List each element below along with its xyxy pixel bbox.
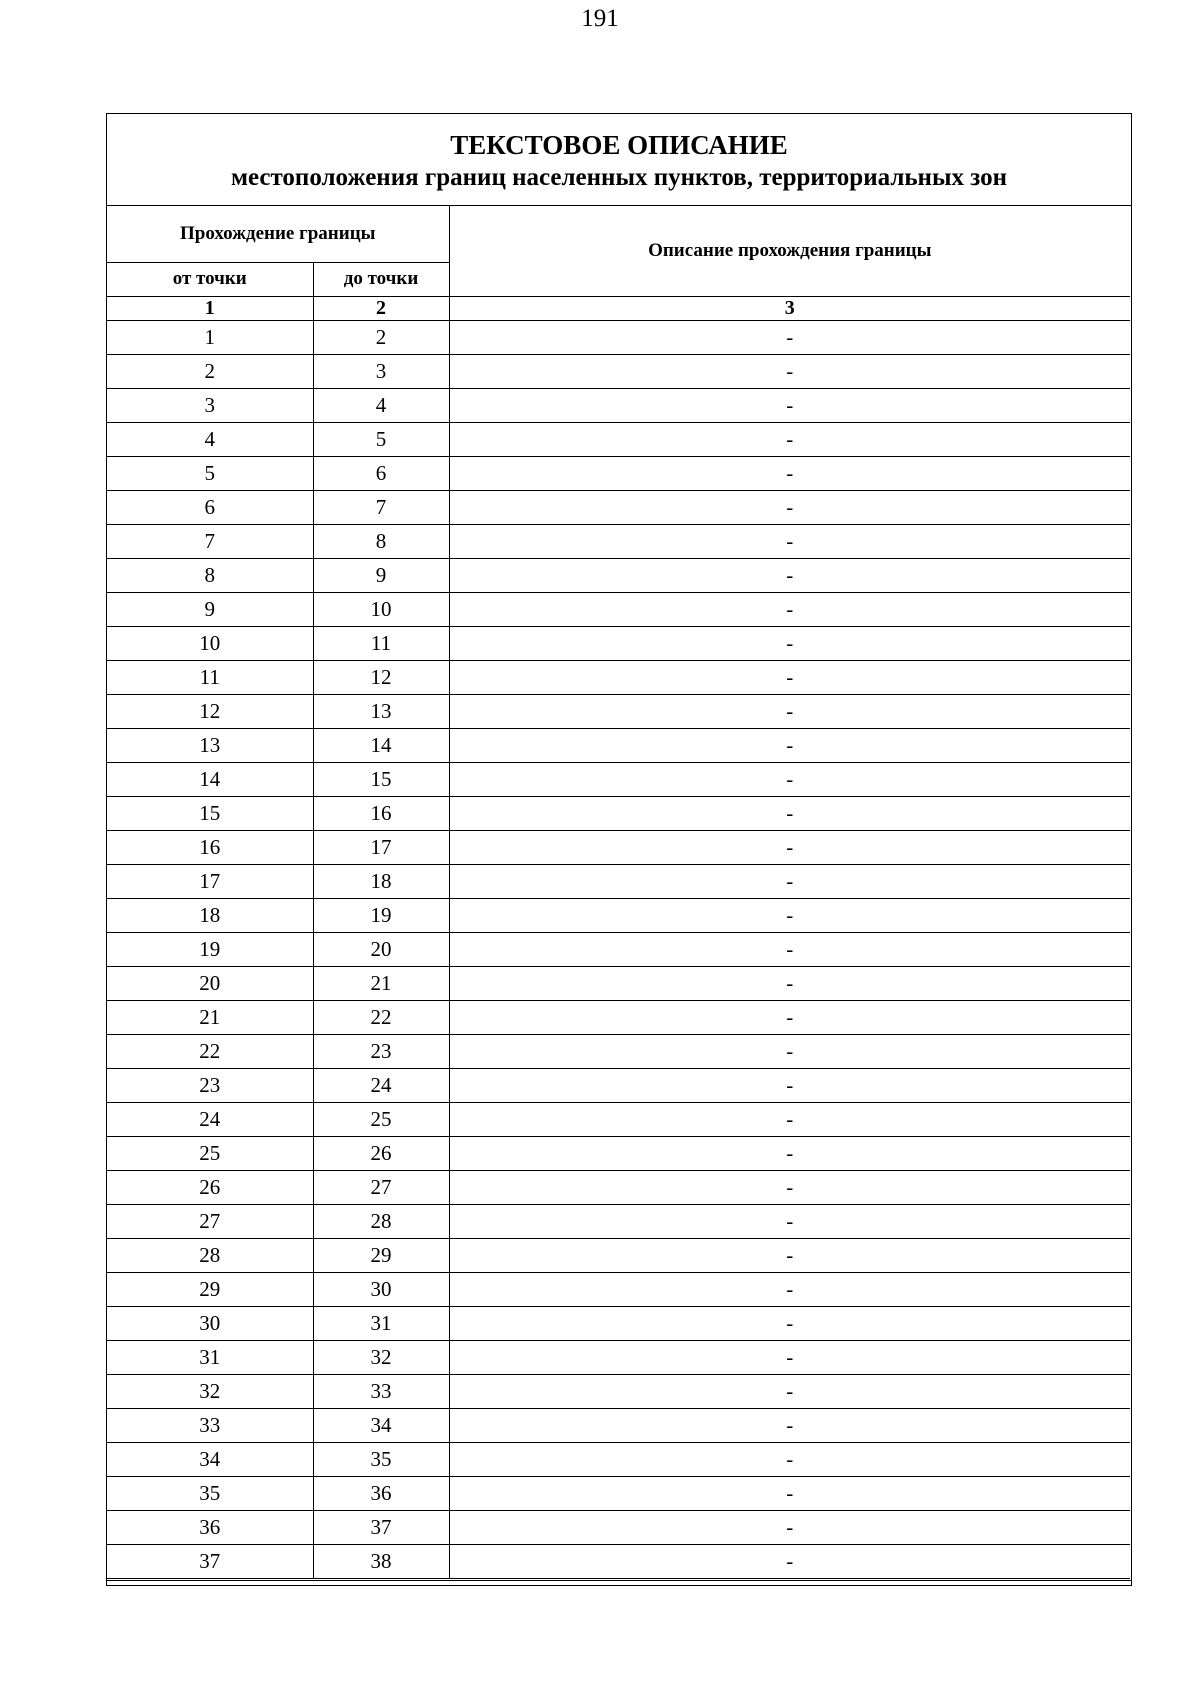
- table-row: [107, 1306, 1130, 1340]
- table-row: [107, 320, 1130, 354]
- description-cell: -: [449, 1102, 1130, 1136]
- from-point-cell: 28: [107, 1238, 313, 1272]
- to-point-header: до точки: [313, 262, 449, 296]
- to-point-cell: 26: [313, 1136, 449, 1170]
- description-cell: -: [449, 1238, 1130, 1272]
- table-row: [107, 932, 1130, 966]
- description-cell: -: [449, 1136, 1130, 1170]
- to-point-cell: 18: [313, 864, 449, 898]
- description-cell: -: [449, 626, 1130, 660]
- to-point-cell: 28: [313, 1204, 449, 1238]
- from-point-cell: 34: [107, 1442, 313, 1476]
- description-cell: -: [449, 320, 1130, 354]
- from-point-cell: 32: [107, 1374, 313, 1408]
- from-point-cell: 10: [107, 626, 313, 660]
- description-cell: -: [449, 1510, 1130, 1544]
- to-point-cell: 19: [313, 898, 449, 932]
- to-point-cell: 23: [313, 1034, 449, 1068]
- document-frame: [106, 113, 1132, 1586]
- from-point-cell: 3: [107, 388, 313, 422]
- from-point-cell: 30: [107, 1306, 313, 1340]
- table-row: [107, 1102, 1130, 1136]
- description-cell: -: [449, 728, 1130, 762]
- from-point-cell: 15: [107, 796, 313, 830]
- table-row: [107, 1204, 1130, 1238]
- to-point-cell: 29: [313, 1238, 449, 1272]
- from-point-cell: 27: [107, 1204, 313, 1238]
- description-cell: -: [449, 1306, 1130, 1340]
- description-cell: -: [449, 1000, 1130, 1034]
- to-point-cell: 30: [313, 1272, 449, 1306]
- table-row: [107, 898, 1130, 932]
- from-point-cell: 18: [107, 898, 313, 932]
- description-cell: -: [449, 796, 1130, 830]
- to-point-cell: 8: [313, 524, 449, 558]
- from-point-cell: 23: [107, 1068, 313, 1102]
- table-row: [107, 660, 1130, 694]
- from-point-cell: 37: [107, 1544, 313, 1578]
- to-point-cell: 9: [313, 558, 449, 592]
- table-row: [107, 1408, 1130, 1442]
- table-row: [107, 864, 1130, 898]
- to-point-cell: 3: [313, 354, 449, 388]
- to-point-cell: 22: [313, 1000, 449, 1034]
- table-body: [107, 320, 1130, 1578]
- description-cell: -: [449, 354, 1130, 388]
- to-point-cell: 20: [313, 932, 449, 966]
- description-cell: -: [449, 1374, 1130, 1408]
- to-point-cell: 12: [313, 660, 449, 694]
- to-point-cell: 17: [313, 830, 449, 864]
- table-row: [107, 762, 1130, 796]
- to-point-cell: 37: [313, 1510, 449, 1544]
- to-point-cell: 13: [313, 694, 449, 728]
- from-point-cell: 35: [107, 1476, 313, 1510]
- from-point-cell: 26: [107, 1170, 313, 1204]
- from-point-cell: 4: [107, 422, 313, 456]
- to-point-cell: 16: [313, 796, 449, 830]
- table-row: [107, 1476, 1130, 1510]
- from-point-cell: 16: [107, 830, 313, 864]
- to-point-cell: 14: [313, 728, 449, 762]
- from-point-cell: 21: [107, 1000, 313, 1034]
- description-cell: -: [449, 1476, 1130, 1510]
- table-row: [107, 830, 1130, 864]
- title-block: [107, 114, 1131, 206]
- page-number: 191: [581, 5, 619, 32]
- to-point-cell: 27: [313, 1170, 449, 1204]
- to-point-cell: 31: [313, 1306, 449, 1340]
- to-point-cell: 24: [313, 1068, 449, 1102]
- to-point-cell: 7: [313, 490, 449, 524]
- description-cell: -: [449, 966, 1130, 1000]
- description-cell: -: [449, 422, 1130, 456]
- table-row: [107, 456, 1130, 490]
- from-point-cell: 29: [107, 1272, 313, 1306]
- table-row: [107, 796, 1130, 830]
- column-number: 3: [449, 296, 1130, 320]
- document-title: ТЕКСТОВОЕ ОПИСАНИЕ: [450, 130, 788, 160]
- table-row: [107, 490, 1130, 524]
- table-row: [107, 354, 1130, 388]
- to-point-cell: 2: [313, 320, 449, 354]
- from-point-cell: 20: [107, 966, 313, 1000]
- description-cell: -: [449, 1340, 1130, 1374]
- table-row: [107, 558, 1130, 592]
- description-cell: -: [449, 1442, 1130, 1476]
- from-point-cell: 8: [107, 558, 313, 592]
- from-point-cell: 24: [107, 1102, 313, 1136]
- to-point-cell: 25: [313, 1102, 449, 1136]
- to-point-cell: 32: [313, 1340, 449, 1374]
- from-point-cell: 9: [107, 592, 313, 626]
- table-row: [107, 1068, 1130, 1102]
- to-point-cell: 38: [313, 1544, 449, 1578]
- to-point-cell: 11: [313, 626, 449, 660]
- to-point-cell: 6: [313, 456, 449, 490]
- from-point-cell: 31: [107, 1340, 313, 1374]
- from-point-cell: 36: [107, 1510, 313, 1544]
- description-cell: -: [449, 1272, 1130, 1306]
- from-point-cell: 25: [107, 1136, 313, 1170]
- table-row: [107, 1034, 1130, 1068]
- column-number: 1: [107, 296, 313, 320]
- group-header: Прохождение границы: [107, 206, 449, 262]
- table-row: [107, 1544, 1130, 1578]
- table-row: [107, 592, 1130, 626]
- description-cell: -: [449, 830, 1130, 864]
- description-cell: -: [449, 490, 1130, 524]
- from-point-cell: 22: [107, 1034, 313, 1068]
- table-row: [107, 1374, 1130, 1408]
- to-point-cell: 21: [313, 966, 449, 1000]
- description-cell: -: [449, 592, 1130, 626]
- from-point-cell: 12: [107, 694, 313, 728]
- to-point-cell: 36: [313, 1476, 449, 1510]
- to-point-cell: 33: [313, 1374, 449, 1408]
- to-point-cell: 15: [313, 762, 449, 796]
- table-row: [107, 1238, 1130, 1272]
- from-point-cell: 13: [107, 728, 313, 762]
- from-point-cell: 19: [107, 932, 313, 966]
- table-row: [107, 694, 1130, 728]
- description-cell: -: [449, 660, 1130, 694]
- description-header: Описание прохождения границы: [449, 206, 1130, 296]
- description-cell: -: [449, 1204, 1130, 1238]
- description-cell: -: [449, 1068, 1130, 1102]
- table-row: [107, 728, 1130, 762]
- document-subtitle: местоположения границ населенных пунктов, территориальных зон: [230, 164, 1008, 191]
- description-cell: -: [449, 388, 1130, 422]
- from-point-cell: 2: [107, 354, 313, 388]
- description-cell: -: [449, 524, 1130, 558]
- column-number: 2: [313, 296, 449, 320]
- to-point-cell: 35: [313, 1442, 449, 1476]
- to-point-cell: 5: [313, 422, 449, 456]
- from-point-cell: 17: [107, 864, 313, 898]
- description-cell: -: [449, 864, 1130, 898]
- table-row: [107, 1000, 1130, 1034]
- table-row: [107, 1510, 1130, 1544]
- table-row: [107, 388, 1130, 422]
- table-row: [107, 966, 1130, 1000]
- description-cell: -: [449, 1170, 1130, 1204]
- description-cell: -: [449, 762, 1130, 796]
- from-point-header: от точки: [107, 262, 313, 296]
- table-row: [107, 524, 1130, 558]
- description-cell: -: [449, 456, 1130, 490]
- to-point-cell: 4: [313, 388, 449, 422]
- table-row: [107, 1272, 1130, 1306]
- to-point-cell: 34: [313, 1408, 449, 1442]
- description-cell: -: [449, 932, 1130, 966]
- bottom-rule: [107, 1580, 1131, 1581]
- from-point-cell: 7: [107, 524, 313, 558]
- table-row: [107, 422, 1130, 456]
- table-row: [107, 1136, 1130, 1170]
- description-cell: -: [449, 1034, 1130, 1068]
- table-row: [107, 626, 1130, 660]
- table-row: [107, 1170, 1130, 1204]
- description-cell: -: [449, 898, 1130, 932]
- description-cell: -: [449, 558, 1130, 592]
- boundary-table: [107, 206, 1130, 1579]
- table-row: [107, 1442, 1130, 1476]
- from-point-cell: 33: [107, 1408, 313, 1442]
- from-point-cell: 1: [107, 320, 313, 354]
- description-cell: -: [449, 1408, 1130, 1442]
- to-point-cell: 10: [313, 592, 449, 626]
- from-point-cell: 11: [107, 660, 313, 694]
- description-cell: -: [449, 1544, 1130, 1578]
- from-point-cell: 14: [107, 762, 313, 796]
- description-cell: -: [449, 694, 1130, 728]
- from-point-cell: 5: [107, 456, 313, 490]
- from-point-cell: 6: [107, 490, 313, 524]
- table-row: [107, 1340, 1130, 1374]
